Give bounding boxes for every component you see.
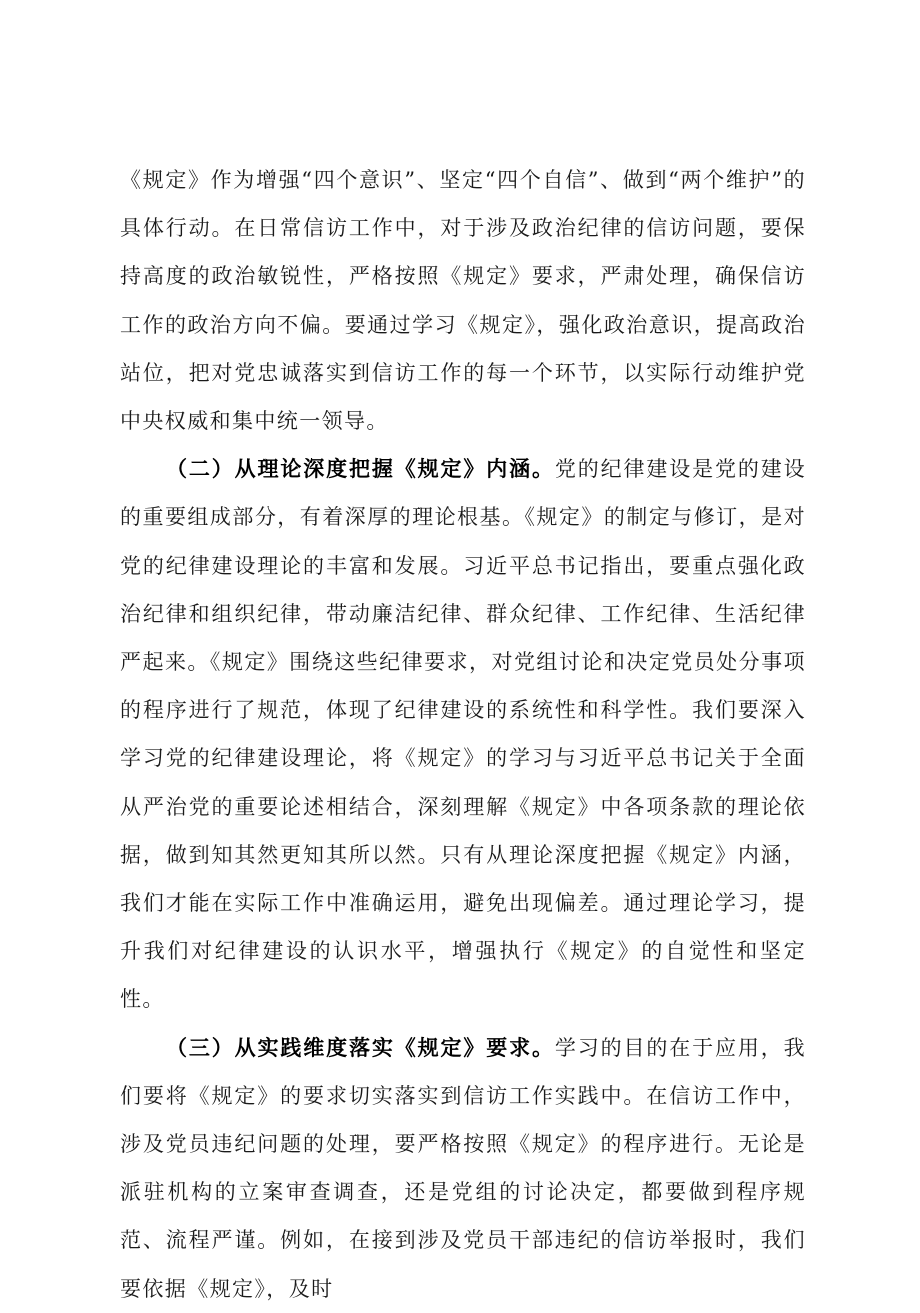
paragraph-body: 学习的目的在于应用，我们要将《规定》的要求切实落实到信访工作实践中。在信访工作中，涉及党员违纪问题的处理，要严格按照《规定》的程序进行。无论是派驻机构的立案审查调查，还是党组的讨论决定，都要做到程序规范、流程严谨。例如，在接到涉及党员干部违纪的信访举报时，我们要依据《规定》，及时 <box>120 1035 806 1301</box>
paragraph-body: 《规定》作为增强“四个意识”、坚定“四个自信”、做到“两个维护”的具体行动。在日常信访工作中，对于涉及政治纪律的信访问题，要保持高度的政治敏锐性，严格按照《规定》要求，严肃处理，确保信访工作的政治方向不偏。要通过学习《规定》，强化政治意识，提高政治站位，把对党忠诚落实到信访工作的每一个环节，以实际行动维护党中央权威和集中统一领导。 <box>120 168 806 434</box>
paragraph-continuation <box>120 156 806 445</box>
paragraph-section-3 <box>120 1024 806 1313</box>
section-heading: （二）从理论深度把握《规定》内涵。 <box>166 456 555 482</box>
paragraph-section-2 <box>120 445 806 1023</box>
document-page <box>120 156 806 1313</box>
section-heading: （三）从实践维度落实《规定》要求。 <box>166 1034 555 1060</box>
paragraph-body: 党的纪律建设是党的建设的重要组成部分，有着深厚的理论根基。《规定》的制定与修订，是对党的纪律建设理论的丰富和发展。习近平总书记指出，要重点强化政治纪律和组织纪律，带动廉洁纪律、群众纪律、工作纪律、生活纪律严起来。《规定》围绕这些纪律要求，对党组讨论和决定党员处分事项的程序进行了规范，体现了纪律建设的系统性和科学性。我们要深入学习党的纪律建设理论，将《规定》的学习与习近平总书记关于全面从严治党的重要论述相结合，深刻理解《规定》中各项条款的理论依据，做到知其然更知其所以然。只有从理论深度把握《规定》内涵，我们才能在实际工作中准确运用，避免出现偏差。通过理论学习，提升我们对纪律建设的认识水平，增强执行《规定》的自觉性和坚定性。 <box>120 457 806 1012</box>
